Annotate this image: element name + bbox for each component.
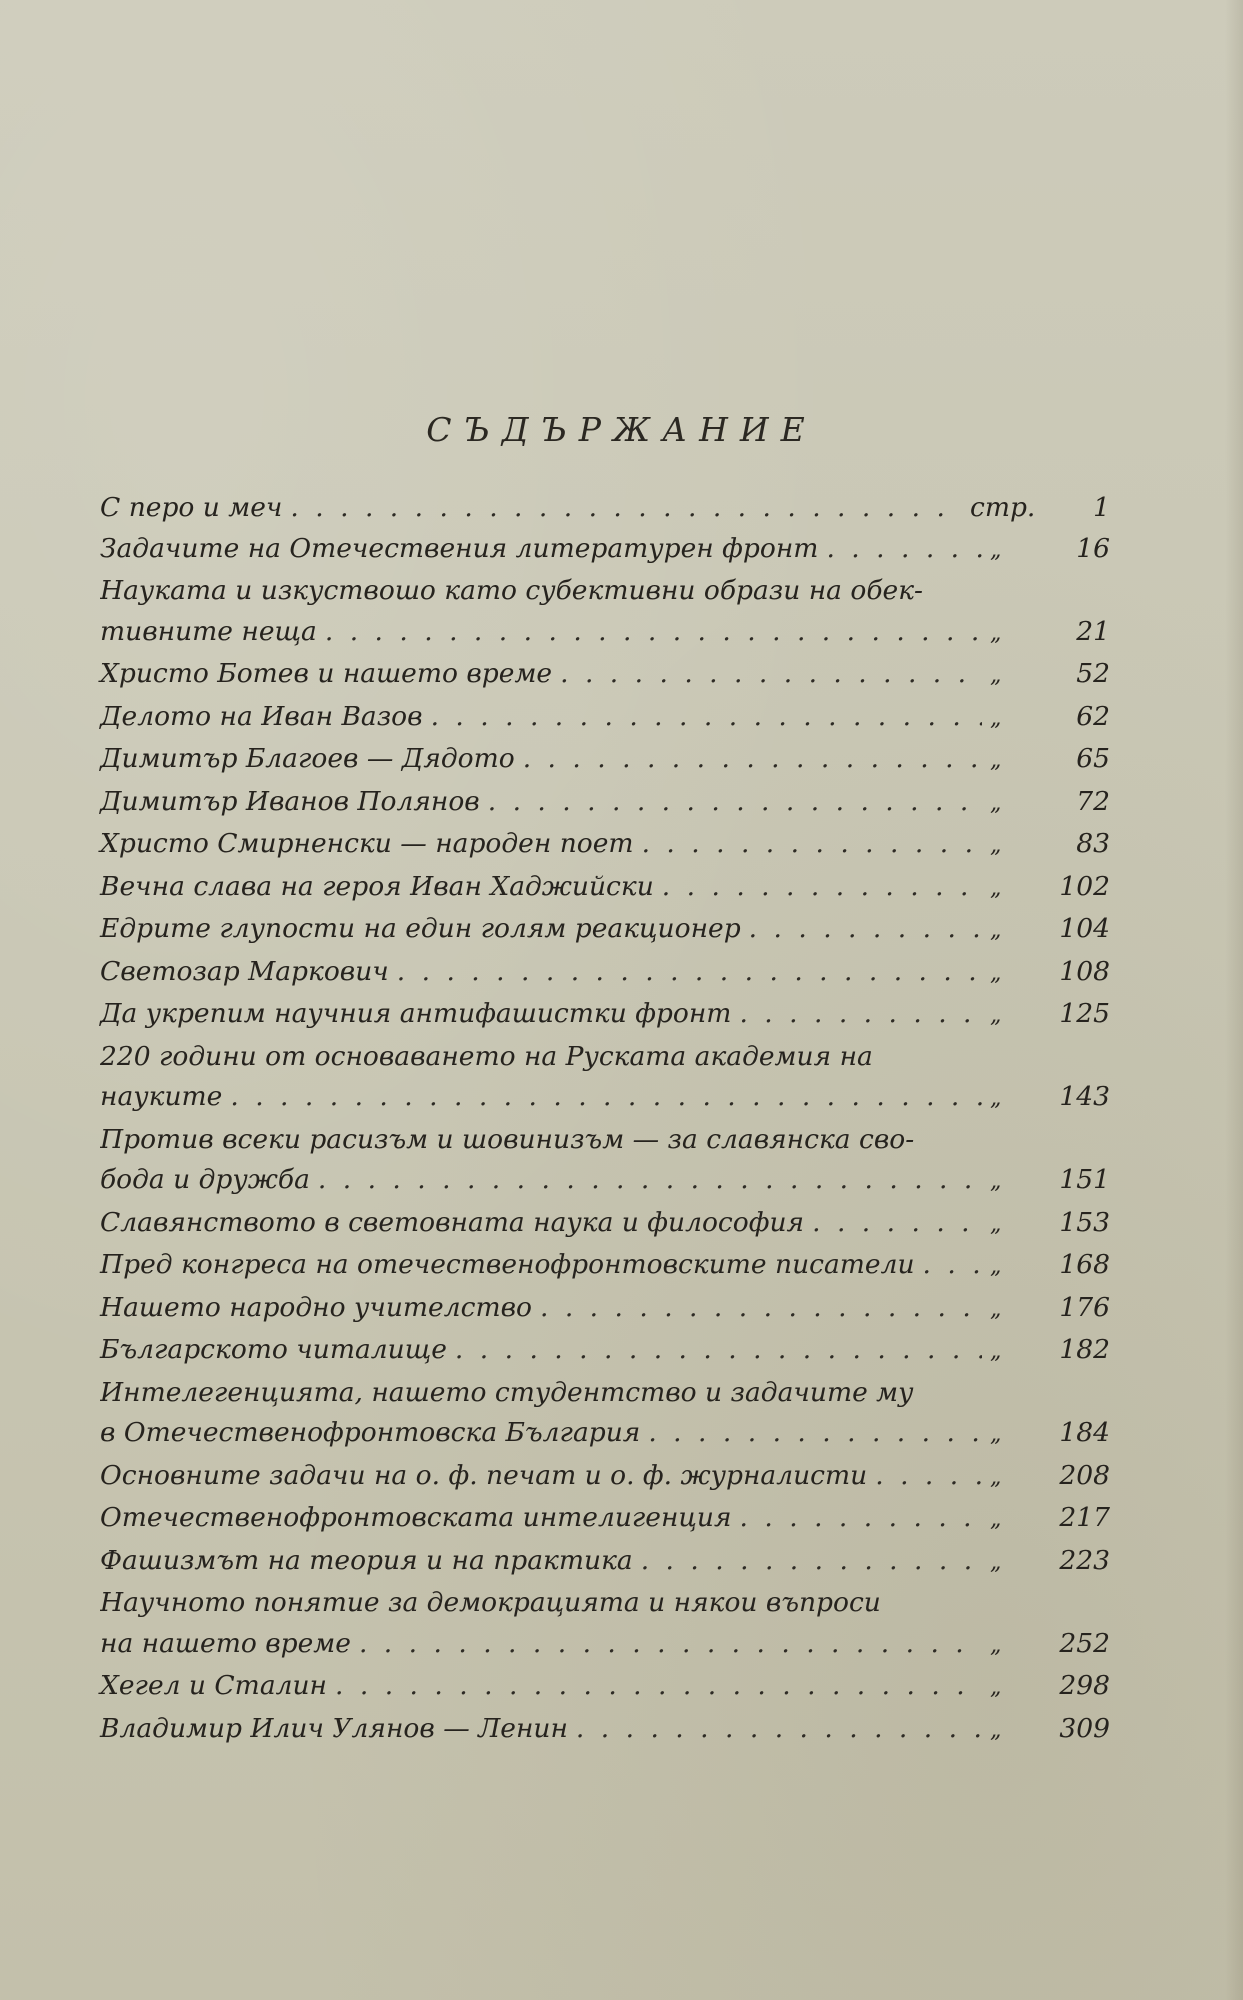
dot-leader	[576, 1709, 982, 1750]
toc-entry-title: Димитър Благоев — Дядото	[100, 743, 515, 774]
toc-entry	[100, 1583, 1110, 1666]
toc-entry-title: Задачите на Отечествения литературен фронт	[100, 532, 819, 564]
page-number: 72	[1076, 785, 1110, 817]
toc-entry	[100, 867, 1110, 910]
page-number: 16	[1076, 532, 1110, 564]
page-number: 1	[1093, 492, 1110, 523]
toc-entry-title: С перо и меч	[100, 492, 283, 523]
dot-leader	[488, 782, 982, 823]
toc-entry	[100, 1288, 1110, 1331]
toc-entry-title-line: Науката и изкуствошо като субективни образи на обек-	[100, 575, 923, 606]
toc-entry	[100, 1541, 1110, 1584]
toc-entry	[100, 697, 1110, 740]
toc-entry-title: Българското читалище	[100, 1334, 447, 1365]
ditto-mark: „	[990, 663, 1002, 688]
page-number: 52	[1076, 658, 1110, 689]
toc-entry-title: науките	[100, 1081, 223, 1112]
toc-entry	[100, 1666, 1110, 1709]
page-number: 104	[1059, 913, 1110, 944]
toc-entry-title: Едрите глупости на един голям реакционер	[100, 913, 741, 944]
page-number: 125	[1059, 998, 1110, 1029]
page-number: 65	[1076, 743, 1110, 774]
dot-leader	[826, 529, 982, 570]
dot-leader	[540, 1288, 982, 1329]
toc-entry-title: на нашето време	[100, 1627, 351, 1659]
ditto-mark: „	[990, 705, 1002, 731]
dot-leader	[812, 1203, 982, 1244]
ditto-mark: „	[990, 1339, 1002, 1364]
dot-leader	[739, 994, 982, 1035]
toc-entry	[100, 1498, 1110, 1541]
ditto-mark: „	[990, 833, 1002, 858]
ditto-mark: „	[990, 1632, 1002, 1658]
ditto-mark: „	[990, 1003, 1002, 1028]
toc-entry-title: в Отечественофронтовска България	[100, 1417, 641, 1448]
page-number: 176	[1059, 1291, 1110, 1323]
table-of-contents	[100, 488, 1110, 1751]
toc-entry-title: Отечественофронтовската интелигенция	[100, 1502, 732, 1533]
toc-entry	[100, 739, 1110, 782]
page-abbreviation: стр.	[970, 492, 1036, 523]
dot-leader	[740, 1498, 982, 1539]
ditto-mark: „	[990, 1675, 1002, 1700]
page-number: 182	[1059, 1334, 1110, 1365]
toc-entry-title: Владимир Илич Улянов — Ленин	[100, 1712, 568, 1744]
toc-entry-title-line: Интелегенцията, нашето студентство и задачите му	[100, 1376, 914, 1408]
page-number: 62	[1076, 700, 1110, 732]
page-title: СЪДЪРЖАНИЕ	[426, 410, 817, 449]
toc-entry	[100, 909, 1110, 952]
toc-entry-title: бода и дружба	[100, 1164, 310, 1195]
toc-entry	[100, 1203, 1110, 1246]
ditto-mark: „	[990, 918, 1002, 943]
toc-entry	[100, 488, 1110, 529]
dot-leader	[648, 1413, 982, 1454]
ditto-mark: „	[990, 1549, 1002, 1575]
ditto-mark: „	[990, 537, 1002, 563]
page-number: 168	[1059, 1249, 1110, 1280]
toc-entry	[100, 824, 1110, 867]
page-number: 217	[1059, 1502, 1110, 1533]
dot-leader	[642, 824, 982, 865]
ditto-mark: „	[990, 875, 1002, 901]
dot-leader	[397, 952, 982, 993]
toc-entry	[100, 1709, 1110, 1752]
toc-entry-title: Да укрепим научния антифашистки фронт	[100, 998, 732, 1029]
dot-leader	[335, 1666, 982, 1707]
toc-entry	[100, 1245, 1110, 1288]
toc-entry	[100, 952, 1110, 995]
dot-leader	[431, 697, 982, 738]
ditto-mark: „	[990, 748, 1002, 773]
dot-leader	[749, 909, 982, 950]
toc-entry-title: Светозар Маркович	[100, 955, 389, 987]
dot-leader	[455, 1330, 982, 1371]
toc-entry-title: Христо Смирненски — народен поет	[100, 828, 634, 859]
ditto-mark: „	[990, 1464, 1002, 1490]
ditto-mark: „	[990, 790, 1002, 816]
dot-leader	[875, 1456, 982, 1497]
page-number: 102	[1059, 870, 1110, 902]
toc-entry	[100, 571, 1110, 654]
toc-entry-title: Фашизмът на теория и на практика	[100, 1544, 633, 1576]
toc-entry	[100, 1037, 1110, 1120]
page-number: 298	[1059, 1670, 1110, 1701]
dot-leader	[325, 612, 982, 653]
toc-entry-title: Вечна слава на героя Иван Хаджийски	[100, 870, 654, 902]
toc-entry	[100, 1373, 1110, 1456]
dot-leader	[230, 1077, 982, 1118]
toc-entry	[100, 529, 1110, 572]
page-number: 151	[1059, 1164, 1110, 1195]
page-number: 83	[1076, 828, 1110, 859]
toc-entry	[100, 1120, 1110, 1203]
page-number: 153	[1059, 1206, 1110, 1238]
ditto-mark: „	[990, 960, 1002, 986]
ditto-mark: „	[990, 1211, 1002, 1237]
toc-entry-title: тивните неща	[100, 615, 317, 647]
ditto-mark: „	[990, 1254, 1002, 1279]
dot-leader	[318, 1160, 982, 1201]
toc-entry-title: Христо Ботев и нашето време	[100, 658, 553, 689]
page-number: 21	[1076, 615, 1110, 647]
ditto-mark: „	[990, 620, 1002, 646]
page-number: 184	[1059, 1417, 1110, 1448]
ditto-mark: „	[990, 1422, 1002, 1447]
toc-entry-title: Нашето народно учителство	[100, 1291, 532, 1323]
page-number: 223	[1059, 1544, 1110, 1576]
dot-leader	[290, 488, 962, 529]
toc-entry-title-line: 220 години от основаването на Руската академия на	[100, 1040, 873, 1072]
toc-entry-title-line: Против всеки расизъм и шовинизъм — за славянска сво-	[100, 1123, 915, 1155]
toc-entry-title: Хегел и Сталин	[100, 1670, 328, 1701]
ditto-mark: „	[990, 1717, 1002, 1743]
page-number: 252	[1059, 1627, 1110, 1659]
dot-leader	[662, 867, 982, 908]
dot-leader	[923, 1245, 982, 1286]
page-number: 208	[1059, 1459, 1110, 1491]
toc-entry	[100, 1456, 1110, 1499]
toc-entry-title: Пред конгреса на отечественофронтовските писатели	[100, 1249, 915, 1280]
toc-entry	[100, 782, 1110, 825]
ditto-mark: „	[990, 1086, 1002, 1111]
toc-entry	[100, 994, 1110, 1037]
toc-entry-title: Делото на Иван Вазов	[100, 700, 423, 732]
ditto-mark: „	[990, 1169, 1002, 1194]
dot-leader	[523, 739, 982, 780]
dot-leader	[560, 654, 982, 695]
ditto-mark: „	[990, 1507, 1002, 1532]
toc-entry	[100, 654, 1110, 697]
dot-leader	[641, 1541, 982, 1582]
toc-entry-title-line: Научното понятие за демокрацията и някои въпроси	[100, 1587, 881, 1618]
toc-entry	[100, 1330, 1110, 1373]
toc-entry-title: Димитър Иванов Полянов	[100, 785, 480, 817]
ditto-mark: „	[990, 1296, 1002, 1322]
page-number: 309	[1059, 1712, 1110, 1744]
page-number: 143	[1059, 1081, 1110, 1112]
toc-entry-title: Славянството в световната наука и философия	[100, 1206, 805, 1238]
dot-leader	[359, 1624, 982, 1665]
toc-entry-title: Основните задачи на о. ф. печат и о. ф. журналисти	[100, 1459, 868, 1491]
page-number: 108	[1059, 955, 1110, 987]
